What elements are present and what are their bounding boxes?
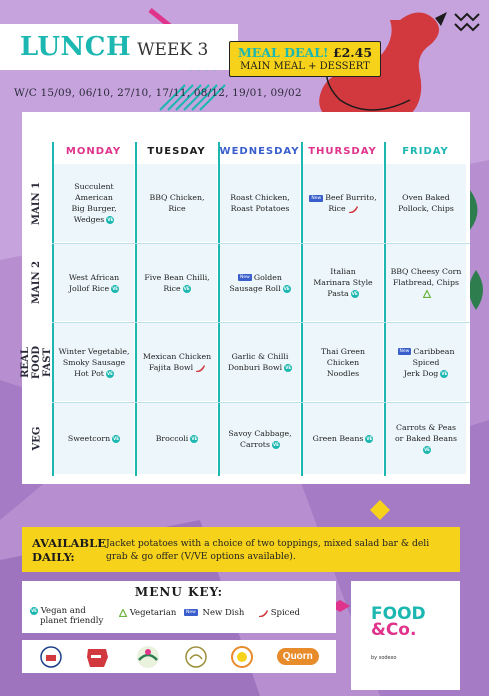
food-and-co-brand (351, 581, 460, 690)
dish-text (390, 266, 462, 299)
new-dish-icon: New (399, 349, 410, 354)
key-vegan: VE Vegan and planet friendly (31, 606, 104, 626)
dish-line: Rice (168, 204, 186, 213)
dish-text (390, 422, 462, 455)
dish-line: Green Beans (312, 434, 364, 443)
key-spiced: Spiced (256, 608, 300, 618)
row-label: MAIN 2 (31, 260, 43, 305)
day-header-friday: FRIDAY (402, 146, 449, 157)
row-divider (52, 243, 470, 244)
vegan-icon: VE (351, 291, 358, 296)
dish-line: Rice (328, 204, 346, 213)
week-commencing-dates: W/C 15/09, 06/10, 27/10, 17/11, 08/12, 19/01, 09/02 (14, 87, 302, 99)
dish-text (144, 272, 209, 294)
vegan-icon: VE (113, 436, 119, 441)
dish-line: Hot Pot (74, 368, 104, 378)
chili-icon (258, 609, 268, 617)
dish-line: Broccoli (155, 434, 189, 443)
menu-cell (303, 164, 383, 242)
dish-text (71, 181, 116, 225)
page-title: LUNCH (20, 32, 132, 62)
dish-line: Carrots (240, 439, 270, 449)
dish-line: Succulent (74, 182, 114, 191)
menu-cell (137, 244, 217, 321)
dish-line: Roast Chicken, (230, 193, 290, 202)
dish-line: Sausage Roll (229, 283, 281, 293)
dish-line: Chicken (326, 357, 360, 367)
british-meat-logo (85, 645, 111, 669)
vegan-icon: VE (285, 365, 292, 370)
menu-key (22, 581, 336, 633)
vegan-icon: VE (441, 370, 448, 376)
dish-text (59, 346, 130, 379)
key-vegetarian: Vegetarian (118, 608, 176, 618)
menu-cell (137, 164, 217, 242)
red-tractor-logo (39, 645, 63, 669)
vegan-icon: VE (31, 607, 37, 613)
dish-line: Big Burger, (71, 204, 117, 213)
menu-cell (220, 323, 300, 401)
dish-line: or Baked Beans (394, 434, 458, 443)
menu-cell (54, 323, 134, 401)
dish-line: Winter Vegetable, (58, 346, 130, 356)
dish-line: Caribbean (413, 346, 455, 356)
vegan-icon: VE (183, 285, 190, 291)
dish-text (313, 266, 372, 299)
chili-icon (348, 205, 358, 213)
dish-text (228, 428, 291, 450)
menu-cell (303, 244, 383, 321)
meal-deal-subtitle: MAIN MEAL + DESSERT (240, 61, 370, 72)
dish-text (68, 433, 120, 444)
menu-cell (137, 403, 217, 474)
vegan-icon: VE (366, 436, 373, 441)
menu-cell (220, 244, 300, 321)
new-dish-icon: New (311, 195, 322, 201)
menu-cell (386, 164, 466, 242)
menu-board (22, 112, 470, 484)
row-divider (52, 322, 470, 323)
row-label: VEG (31, 426, 43, 451)
dish-text (143, 351, 211, 373)
dish-line: Jollof Rice (68, 283, 110, 293)
meal-deal-price: £2.45 (332, 45, 373, 60)
dish-text (398, 192, 454, 214)
row-label: MAIN 1 (31, 181, 43, 225)
dish-line: Donburi Bowl (227, 363, 283, 372)
dish-line: Five Bean Chilli, (144, 272, 210, 282)
day-header-thursday: THURSDAY (308, 146, 377, 157)
accreditation-logos (22, 640, 336, 673)
vegetarian-icon (119, 609, 127, 617)
dish-line: Marinara Style (313, 278, 373, 287)
dish-line: Smoky Sausage (62, 357, 126, 367)
available-daily-text: Jacket potatoes with a choice of two toppings, mixed salad bar & deli grab & go offer (V/VE options available). (106, 537, 430, 562)
dish-text (309, 192, 376, 214)
page-title-banner (0, 24, 238, 70)
menu-cell (303, 403, 383, 474)
menu-cell (54, 164, 134, 242)
menu-cell (54, 244, 134, 321)
vegan-icon: VE (273, 441, 279, 447)
menu-cell (220, 164, 300, 242)
vegetarian-icon (423, 290, 431, 298)
dish-line: Oven Baked (402, 193, 450, 202)
brand-logo: FOOD &Co. (371, 604, 426, 640)
quorn-logo: Quorn (277, 648, 319, 665)
dish-text (321, 346, 365, 379)
chili-icon (195, 364, 205, 372)
dish-text (156, 433, 199, 444)
menu-cell (386, 244, 466, 321)
vegan-icon: VE (191, 436, 198, 441)
menu-cell (303, 323, 383, 401)
key-new-dish: New New Dish (186, 608, 245, 618)
vegan-icon: VE (112, 285, 119, 291)
dish-line: Pollock, Chips (398, 204, 454, 213)
new-dish-icon: New (186, 610, 196, 615)
dish-line: Golden (253, 272, 282, 282)
dish-line: Rice (163, 283, 181, 293)
dish-line: Italian (330, 267, 356, 276)
dish-line: Roast Potatoes (230, 204, 290, 213)
menu-cell (137, 323, 217, 401)
dish-line: BBQ Cheesy Corn (390, 267, 462, 276)
dish-line: West African (68, 272, 120, 282)
dish-text (398, 346, 455, 379)
dish-line: Mexican Chicken (142, 352, 212, 361)
dish-text (69, 272, 119, 294)
dish-text (228, 351, 292, 373)
new-dish-icon: New (240, 275, 250, 280)
dish-text (313, 433, 374, 444)
row-divider (52, 402, 470, 403)
waste-not-logo (134, 644, 162, 670)
msc-logo (184, 645, 208, 669)
row-label: REAL FOOD FAST (20, 345, 54, 379)
dish-line: Pasta (327, 289, 349, 298)
dish-line: Beef Burrito, (325, 193, 377, 202)
dish-line: BBQ Chicken, (149, 193, 205, 202)
free-range-logo (230, 645, 254, 669)
menu-cell (220, 403, 300, 474)
dish-line: Flatbread, Chips (392, 278, 460, 287)
vegan-icon: VE (283, 285, 290, 291)
dish-line: Carrots & Peas (396, 423, 456, 432)
week-label: WEEK 3 (137, 40, 209, 60)
menu-key-title: MENU KEY: (134, 585, 224, 599)
dish-line: Noodles (326, 368, 360, 378)
dish-line: American (75, 193, 113, 202)
dish-line: Savoy Cabbage, (228, 428, 292, 438)
meal-deal-label: MEAL DEAL! (237, 45, 329, 60)
brand-byline: by sodexo (371, 655, 397, 661)
menu-cell (386, 403, 466, 474)
dish-line: Garlic & Chilli (231, 352, 289, 361)
dish-line: Sweetcorn (67, 434, 111, 443)
meal-deal-badge (229, 41, 381, 77)
dish-line: Spiced (412, 357, 440, 367)
day-header-tuesday: TUESDAY (147, 146, 206, 157)
dish-line: Fajita Bowl (148, 363, 194, 372)
available-daily-banner (22, 527, 460, 572)
dish-line: Jerk Dog (403, 368, 439, 378)
vegan-icon: VE (107, 370, 113, 376)
dish-text (149, 192, 204, 214)
vegan-icon: VE (107, 217, 114, 222)
menu-cell (386, 323, 466, 401)
available-daily-label: AVAILABLE DAILY: (32, 535, 106, 564)
dish-line: Thai Green (320, 346, 366, 356)
day-header-wednesday: WEDNESDAY (219, 146, 300, 157)
vegan-icon: VE (424, 447, 430, 452)
dish-text (229, 272, 290, 294)
menu-cell (54, 403, 134, 474)
day-header-monday: MONDAY (65, 146, 122, 157)
dish-text (230, 192, 290, 214)
dish-line: Wedges (73, 215, 105, 224)
